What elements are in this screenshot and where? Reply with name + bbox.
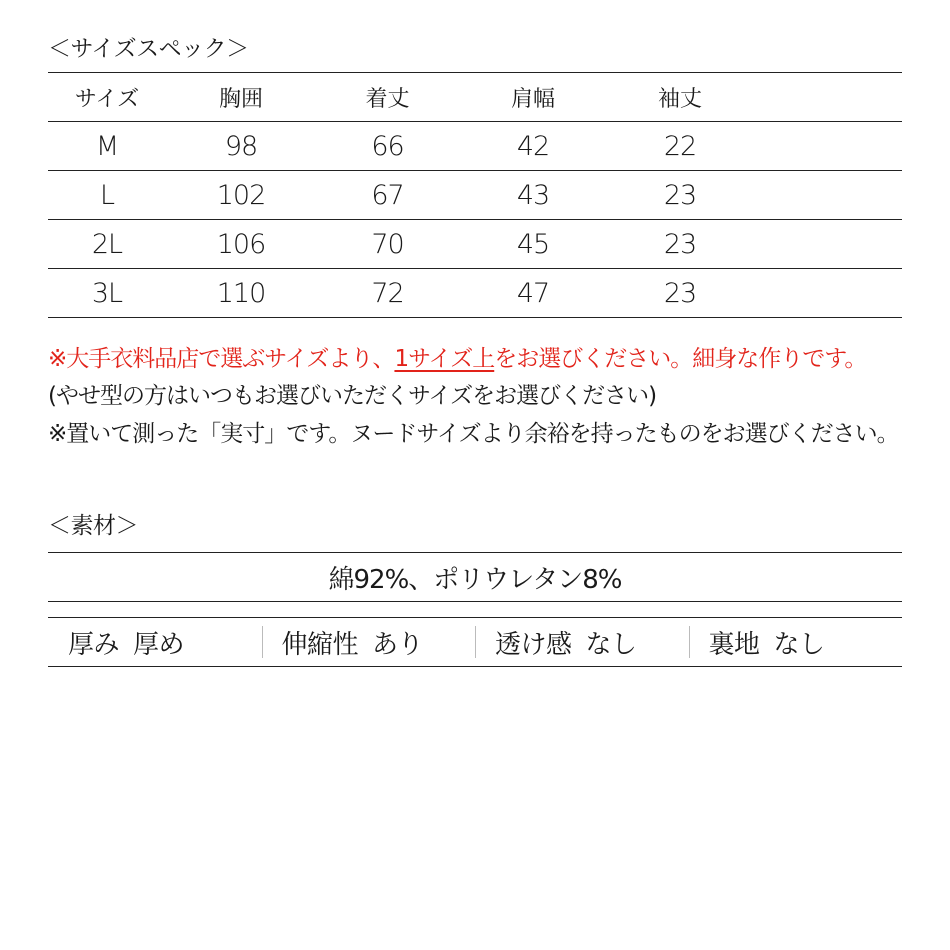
chest-cell: 106 — [166, 220, 316, 269]
chest-cell: 110 — [166, 269, 316, 318]
property-value: 厚め — [133, 629, 185, 660]
size-advice-emphasis: 1サイズ上 — [394, 346, 495, 372]
material-heading: ＜素材＞ — [48, 513, 138, 539]
slim-fit-note: (やせ型の方はいつもお選びいただくサイズをお選びください) — [48, 383, 657, 409]
property-value: あり — [372, 629, 424, 660]
sleeve-cell: 23 — [607, 171, 753, 220]
size-spec-heading: ＜サイズスペック＞ — [48, 36, 249, 62]
column-header-sleeve: 袖丈 — [607, 73, 753, 122]
sleeve-cell: 22 — [607, 122, 753, 171]
empty-cell — [753, 122, 902, 171]
shoulder-cell: 43 — [459, 171, 607, 220]
empty-cell — [753, 171, 902, 220]
shoulder-cell: 42 — [459, 122, 607, 171]
property-label: 伸縮性 — [281, 629, 359, 660]
chest-cell: 102 — [166, 171, 316, 220]
material-properties — [48, 618, 902, 666]
material-composition: 綿92%、ポリウレタン8% — [328, 564, 622, 595]
shoulder-cell: 47 — [459, 269, 607, 318]
property-label: 透け感 — [495, 629, 572, 660]
length-cell: 72 — [316, 269, 459, 318]
length-cell: 66 — [316, 122, 459, 171]
size-cell: 2L — [48, 220, 166, 269]
measurement-note: ※置いて測った「実寸」です。ヌードサイズより余裕を持ったものをお選びください。 — [48, 421, 899, 447]
empty-column-header — [753, 73, 902, 122]
empty-cell — [753, 269, 902, 318]
property-value: なし — [585, 629, 637, 660]
property-stretch — [262, 618, 476, 666]
table-row — [48, 220, 902, 269]
size-cell: L — [48, 171, 166, 220]
empty-cell — [753, 220, 902, 269]
table-header-row — [48, 73, 902, 122]
size-advice-suffix: をお選びください。細身な作りです。 — [494, 346, 867, 372]
property-lining — [689, 618, 903, 666]
column-header-chest: 胸囲 — [166, 73, 316, 122]
sleeve-cell: 23 — [607, 220, 753, 269]
column-header-size: サイズ — [48, 73, 166, 122]
divider — [48, 601, 902, 602]
property-label: 裏地 — [708, 629, 760, 660]
table-row — [48, 269, 902, 318]
property-sheerness — [475, 618, 689, 666]
shoulder-cell: 45 — [459, 220, 607, 269]
column-header-length: 着丈 — [316, 73, 459, 122]
table-row — [48, 122, 902, 171]
column-header-shoulder: 肩幅 — [459, 73, 607, 122]
property-thickness — [48, 618, 262, 666]
length-cell: 70 — [316, 220, 459, 269]
table-row — [48, 171, 902, 220]
size-advice-note — [48, 345, 866, 373]
chest-cell: 98 — [166, 122, 316, 171]
property-label: 厚み — [68, 629, 120, 660]
size-cell: M — [48, 122, 166, 171]
property-value: なし — [773, 629, 825, 660]
divider — [48, 666, 902, 667]
size-cell: 3L — [48, 269, 166, 318]
sleeve-cell: 23 — [607, 269, 753, 318]
size-advice-prefix: ※大手衣料品店で選ぶサイズより、 — [48, 346, 395, 372]
size-spec-table — [48, 72, 902, 318]
length-cell: 67 — [316, 171, 459, 220]
